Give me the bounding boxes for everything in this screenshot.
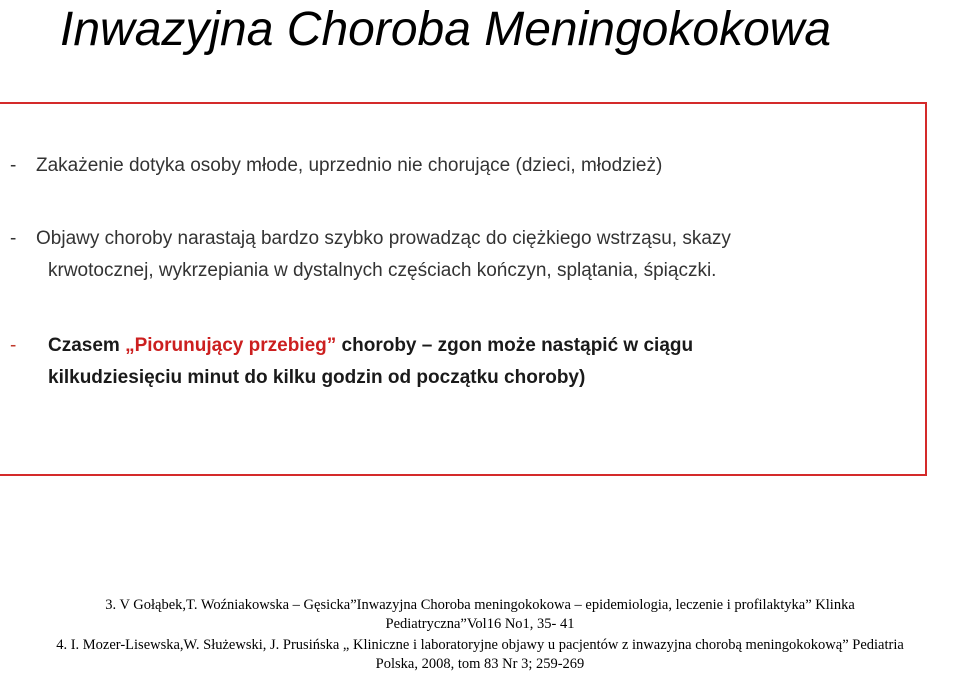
reference-3-line-2: Pediatryczna”Vol16 No1, 35- 41 xyxy=(385,616,575,632)
bullet-dash: - xyxy=(10,335,17,356)
bullet-text-continued: kilkudziesięciu minut do kilku godzin od początku choroby) xyxy=(48,367,586,388)
bullet-infection xyxy=(10,150,662,182)
reference-4-line-2: Polska, 2008, tom 83 Nr 3; 259-269 xyxy=(375,656,585,672)
highlight-fulminant: „Piorunujący przebieg” xyxy=(125,335,337,356)
bullet-text-continued: krwotocznej, wykrzepiania w dystalnych częściach kończyn, splątania, śpiączki. xyxy=(48,260,717,281)
references xyxy=(0,596,960,674)
bullet-dash: - xyxy=(10,228,17,249)
reference-4-line-1: 4. I. Mozer-Lisewska,W. Służewski, J. Prusińska „ Kliniczne i laboratoryjne objawy u pacjentów z inwazyjna chorobą meningokokową” Pediatria xyxy=(56,637,904,653)
bullet-dash: - xyxy=(10,155,17,176)
reference-3-line-1: 3. V Gołąbek,T. Woźniakowska – Gęsicka”Inwazyjna Choroba meningokokowa – epidemiologia, leczenie i profilaktyka” Klinka xyxy=(105,597,855,613)
bullet-text-post: choroby – zgon może nastąpić w ciągu xyxy=(336,335,694,356)
bullet-text-pre: Czasem xyxy=(48,335,126,356)
bullet-text: Objawy choroby narastają bardzo szybko prowadząc do ciężkiego wstrząsu, skazy xyxy=(36,228,731,249)
bullet-fulminant-course xyxy=(10,330,693,394)
bullet-symptoms xyxy=(10,223,731,287)
bullet-text: Zakażenie dotyka osoby młode, uprzednio nie chorujące (dzieci, młodzież) xyxy=(36,155,663,176)
slide-title: Inwazyjna Choroba Meningokokowa xyxy=(60,3,832,56)
content-box xyxy=(0,102,927,476)
